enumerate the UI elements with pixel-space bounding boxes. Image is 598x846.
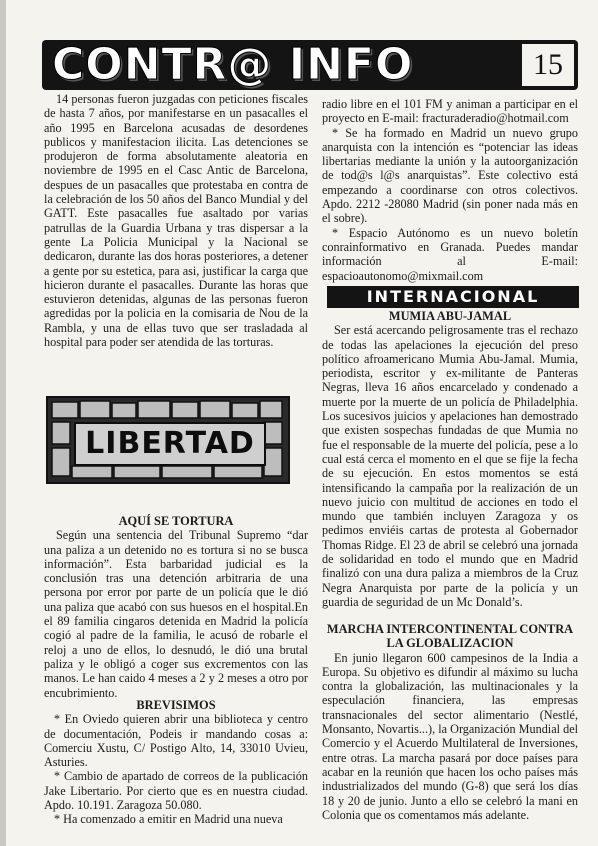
mumia-text: Ser está acercando peligrosamente tras el rechazo de todas las apelaciones la ejecución del preso político afroamericano Mumia Abu-Jamal. Mumia, periodista, escritor y ex-militante de Panteras Negras, lleva 16 años encarcelado y condenado a muerte por la muerte de un policía de Philadelphia. Los sucesivos juicios y apelaciones han demostrado que existen sospechas fundadas de que Mumia no fue el responsable de la muerte del policía, pese a lo cual está cerca el momento en el que se fije la fecha de su ejecución. En estos momentos se está intensificando la campaña por la realización de un nuevo juicio con multitud de acciones en todo el mundo que también incluyen Zaragoza y os pedimos enviéis cartas de protesta al Gobernador Thomas Ridge. El 23 de abril se celebró una jornada de solidaridad en todo el mundo que en Madrid finalizó con una dura paliza a miembros de la Cruz Negra Anarquista por parte de la policía y un guardia de seguridad de un Mc Donald’s. (322, 323, 578, 609)
page-edge (0, 0, 6, 846)
brevisimos-item: * Ha comenzado a emitir en Madrid una nueva (54, 812, 283, 827)
marcha-heading: MARCHA INTERCONTINENTAL CONTRA LA GLOBALIZACION (326, 622, 574, 651)
tortura-heading: AQUÍ SE TORTURA (118, 514, 234, 528)
marcha-article (322, 622, 578, 822)
brevisimos-item: * En Oviedo quieren abrir una biblioteca y centro de documentación, Podeis ir mandando cosas a: Comerciu Xustu, C/ Postigo Alto, 14, 33010 Uvieu, Asturies. (44, 712, 308, 770)
brevisimos-heading: BREVISIMOS (136, 698, 216, 712)
libertad-text: LIBERTAD (85, 426, 255, 461)
brevisimos-item: * Se ha formado en Madrid un nuevo grupo anarquista con la intención es “potenciar las ideas libertarias mediante la unión y la autoorganización de tod@s l@s anarquistas”. Este colectivo está empezando a coordinarse con otros colectivos. Apdo. 2212 -28080 Madrid (sin poner nada más en el sobre). (322, 125, 578, 226)
brevisimos-item: * Espacio Autónomo es un nuevo boletín conrainformativo en Granada. Puedes mandar información al E-mail: espacioautonomo@mixmail.com (322, 225, 578, 283)
marcha-text: En junio llegaron 600 campesinos de la India a Europa. Su objetivo es difundir al máximo su lucha contra la globalización, las multinacionales y la especulación financiera, las empresas transnacionales del sector alimentario (Nestlé, Monsanto, Novartis...), la Organización Mundial del Comercio y el Acuerdo Multilateral de Inversiones, entre otras. La marcha pasará por doce países para acabar en la reunión que hacen los ocho países más industrializados del mundo (G-8) que será los días 18 y 20 de junio. Junto a ello se celebró la mani en Colonia que os comentamos más adelante. (322, 650, 578, 822)
masthead-title: CONTR@ INFO (52, 39, 414, 90)
page-number: 15 (522, 44, 574, 86)
libertad-sign (74, 422, 266, 466)
internacional-section-banner: INTERNACIONAL (327, 286, 579, 308)
left-intro-article (44, 92, 308, 349)
mumia-heading: MUMIA ABU-JAMAL (388, 309, 512, 323)
tortura-article (44, 514, 308, 700)
brevisimos-item: * Cambio de apartado de correos de la publicación Jake Libertario. Por cierto que es en nuestra ciudad. Apdo. 10.191. Zaragoza 50.080. (44, 769, 308, 813)
tortura-text: Según una sentencia del Tribunal Supremo “dar una paliza a un detenido no es tortura si no se busca información”. Esta barbaridad judicial es la conclusión tras una detención arbitraria de una persona por error por parte de un policía que le dió una paliza que acabó con sus huesos en el hospital.En el 89 familia cingaros detenida en Madrid la policía cogió al padre de la familia, le acusó de robarle el reloj a uno de ellos, lo desnudó, le dió una brutal paliza y le obligó a coger sus excrementos con las manos. Le han caido 4 meses a 2 y 2 meses a otro por encubrimiento. (44, 528, 308, 700)
masthead-banner (42, 40, 578, 90)
brevisimos-article (44, 698, 308, 827)
intro-paragraph: 14 personas fueron juzgadas con peticiones fiscales de hasta 7 años, por manifestarse en un pasacalles el año 1995 en Barcelona acusadas de desordenes publicos y manifestacion ilicita. Las detenciones se produjeron de forma absolutamente aleatoria en noviembre de 1995 en el Casc Antic de Barcelona, despues de un pasacalles que protestaba en contra de la celebración de los 50 años del Banco Mundial y del GATT. Este pasacalles fue asaltado por varias patrullas de la Guardia Urbana y tras dispersar a la gente La Policia Municipal y la Nacional se dedicaron, durante las dos horas posteriores, a detener a gente por su estetica, para asi, justificar la carga que hicieron durante el pasacalles. Durante las horas que estuvieron detenidas, algunas de las personas fueron agredidas por la policia en la comisaria de Nou de la Rambla, y una de ellas tuvo que ser trasladada al hospital para poder ser atendida de las torturas. (44, 92, 308, 350)
mumia-article (322, 309, 578, 609)
libertad-illustration (46, 396, 290, 484)
brevisimos-continued (322, 97, 578, 283)
brevisimos-item: radio libre en el 101 FM y animan a participar en el proyecto en E-mail: fracturaderadio@hotmail.com (322, 97, 578, 126)
